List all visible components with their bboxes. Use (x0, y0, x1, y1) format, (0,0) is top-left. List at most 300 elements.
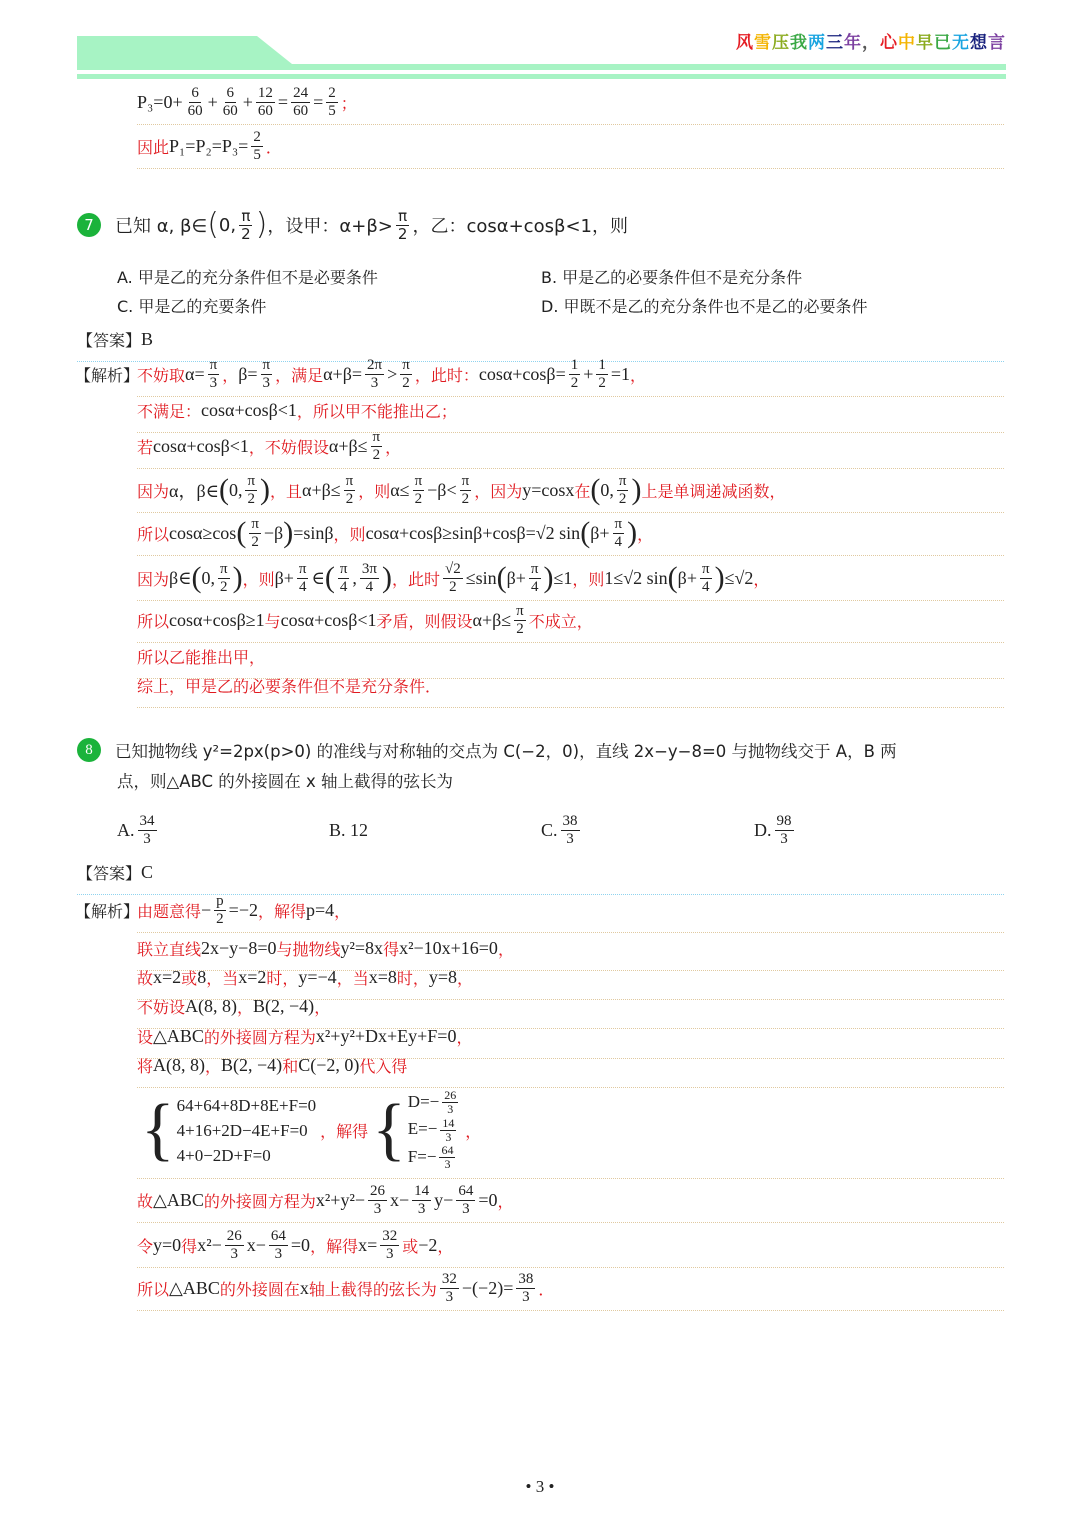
explanation-text: 所以 (137, 524, 170, 544)
math-text: B. 甲是乙的必要条件但不是充分条件 (541, 267, 803, 287)
denominator: 3 (780, 830, 788, 847)
parenthesis: ) (714, 561, 725, 594)
fraction (368, 1183, 387, 1218)
explanation-text: ，所以甲不能推出乙； (296, 401, 457, 421)
math-text: −(−2)= (461, 1277, 514, 1298)
parenthesis: ) (543, 561, 554, 594)
fraction (439, 1144, 455, 1171)
explanation-text: ，因为 (474, 481, 523, 501)
math-text: 64+64+8D+8E+F=0 (176, 1095, 317, 1115)
denominator: 60 (187, 102, 203, 119)
parenthesis: ) (631, 473, 642, 506)
math-text: α+β≤ (302, 479, 341, 500)
fraction (569, 357, 581, 392)
numerator: 2 (253, 128, 261, 145)
math-text: α+β≤ (472, 609, 512, 630)
fraction (338, 561, 350, 596)
fraction (440, 1271, 459, 1306)
explanation-text: 矛盾，则假设 (376, 611, 473, 631)
fraction (186, 85, 205, 120)
explanation-text: ， (465, 1121, 482, 1141)
explanation-text: ． (538, 1279, 555, 1299)
math-text: 点，则△ABC 的外接圆在 x 轴上截得的弦长为 (117, 772, 454, 791)
denominator: 3 (462, 1200, 470, 1217)
fraction (456, 1183, 475, 1218)
explanation-text: 所以 (137, 611, 170, 631)
math-text: D. (754, 819, 772, 840)
denominator: 4 (339, 578, 348, 595)
numerator: 6 (191, 84, 199, 101)
denominator: 2 (220, 578, 228, 595)
math-text: β+ (590, 522, 610, 543)
fraction (365, 357, 384, 392)
numerator: π (530, 560, 539, 577)
question-number-badge: 7 (77, 213, 101, 237)
math-text: , (352, 567, 357, 588)
motto-char: 压 (772, 33, 790, 53)
denominator: 3 (143, 830, 151, 847)
numerator: π (461, 472, 470, 489)
fraction (371, 429, 383, 464)
denominator: 3 (417, 1200, 426, 1217)
math-text: x²+y²− (315, 1189, 365, 1210)
explanation-text: 与 (264, 611, 281, 631)
header-motto (736, 28, 1006, 53)
math-text: x− (246, 1234, 266, 1255)
motto-char: 两 (808, 33, 826, 53)
motto-char: 我 (790, 33, 808, 53)
math-text: x (299, 1277, 309, 1298)
math-text: > (387, 363, 398, 384)
explanation-text: 故 (137, 1191, 154, 1211)
answer-value: C (141, 861, 154, 882)
denominator: 3 (373, 1200, 382, 1217)
motto-char: 风 (736, 33, 754, 53)
math-text: − (201, 899, 212, 920)
denominator: 2 (402, 374, 410, 391)
denominator: 3 (444, 1157, 451, 1172)
fraction (269, 1228, 288, 1263)
math-text: + (207, 91, 218, 112)
math-text: 4+0−2D+F=0 (176, 1145, 271, 1165)
math-text: 8 (197, 966, 207, 987)
explanation-text: ， (630, 365, 647, 385)
numerator: 14 (414, 1182, 430, 1199)
numerator: π (701, 560, 710, 577)
explanation-text: ， (385, 437, 402, 457)
denominator: 4 (614, 533, 623, 550)
math-text: α= (185, 363, 205, 384)
math-text: 0, (228, 479, 243, 500)
explanation-text: 由题意得 (137, 901, 202, 921)
numerator: π (339, 560, 348, 577)
math-text: 4+16+2D−4E+F=0 (176, 1120, 308, 1140)
parenthesis: ) (232, 561, 243, 594)
motto-char: 已 (934, 33, 952, 53)
explanation-text: 与抛物线 (276, 939, 341, 959)
fraction (442, 1089, 458, 1116)
math-text: y=8 (428, 966, 458, 987)
fraction (617, 473, 629, 508)
numerator: 26 (370, 1182, 385, 1199)
explanation-text: 不满足： (137, 401, 202, 421)
math-text: β∈ (169, 567, 192, 588)
math-text: cosα+cosβ<1 (201, 399, 297, 420)
explanation-text: ， (753, 569, 770, 589)
numerator: π (262, 356, 271, 373)
question-stem (77, 203, 628, 247)
motto-char: 早 (916, 33, 934, 53)
fraction (239, 208, 253, 243)
math-text: =−2 (228, 899, 258, 920)
math-text: =sinβ (293, 522, 334, 543)
denominator: 2 (570, 374, 579, 391)
analysis-line (137, 1178, 1004, 1223)
math-text: A. (117, 819, 135, 840)
math-text: α+β≤ (328, 435, 368, 456)
math-text: cosα+cosβ<1 (280, 609, 377, 630)
parenthesis: ( (191, 561, 202, 594)
math-text: D=− (407, 1091, 440, 1111)
explanation-text: 因为 (137, 481, 170, 501)
numerator: 6 (226, 84, 234, 101)
math-text: cosα+cosβ≥sinβ+cosβ=√2 sin (365, 522, 581, 543)
fraction (443, 561, 463, 596)
denominator: 4 (702, 578, 710, 595)
explanation-text: 因为 (137, 569, 170, 589)
explanation-text: ； (340, 93, 357, 113)
explanation-text: 代入得 (359, 1056, 408, 1076)
fraction (529, 561, 541, 596)
parenthesis: ) (381, 561, 392, 594)
math-text: x=8 (368, 966, 397, 987)
analysis-label: 【解析】 (75, 365, 140, 385)
denominator: 4 (530, 578, 539, 595)
fraction (596, 357, 608, 392)
answer-value: B (141, 328, 154, 349)
numerator: 1 (570, 356, 579, 373)
motto-char: 无 (952, 33, 970, 53)
math-text: x=2 (153, 966, 182, 987)
math-text: C. 甲是乙的充要条件 (117, 296, 267, 316)
numerator: π (398, 206, 408, 225)
math-text: −β (263, 522, 284, 543)
denominator: 2 (247, 490, 255, 507)
fraction (249, 516, 261, 551)
denominator: 3 (385, 1245, 394, 1262)
explanation-text: ． (265, 137, 282, 157)
denominator: 3 (262, 374, 271, 391)
analysis-line (137, 511, 1004, 556)
denominator: 2 (372, 446, 381, 463)
fraction (261, 357, 273, 392)
math-text: −2 (418, 1234, 438, 1255)
numerator: 26 (444, 1088, 457, 1103)
explanation-text: 得 (181, 1236, 198, 1256)
fraction (613, 516, 625, 551)
explanation-text: 或 (181, 968, 198, 988)
math-text: P₁=P₂=P₃= (169, 135, 249, 156)
fraction (440, 1117, 456, 1144)
system-row (408, 1116, 461, 1144)
denominator: 2 (241, 224, 251, 243)
numerator: 2 (328, 84, 336, 101)
solution-line (137, 124, 1004, 169)
math-text: ∈ (311, 567, 325, 588)
fraction (360, 561, 379, 596)
explanation-text: 将 (137, 1056, 154, 1076)
math-text: β= (238, 363, 258, 384)
explanation-text: ， (334, 901, 351, 921)
solution-line (137, 80, 1004, 125)
math-text: ≤1 (553, 567, 573, 588)
explanation-text: 不成立， (528, 611, 593, 631)
denominator: 2 (449, 578, 457, 595)
explanation-text: 的外接圆在 (219, 1279, 300, 1299)
explanation-text: 和 (282, 1056, 299, 1076)
explanation-text: ， (222, 365, 239, 385)
explanation-text: 联立直线 (137, 939, 202, 959)
explanation-text: ，解得 (310, 1236, 359, 1256)
explanation-text: ，此时 (391, 569, 440, 589)
math-text: B(2, −4) (221, 1054, 283, 1075)
parenthesis: ( (207, 207, 219, 242)
math-text: =1 (610, 363, 631, 384)
math-text: A. 甲是乙的充分条件但不是必要条件 (117, 267, 378, 287)
fraction (561, 813, 580, 848)
equation-system (141, 1093, 316, 1168)
denominator: 3 (447, 1102, 454, 1117)
denominator: 2 (216, 910, 224, 927)
explanation-text: ， (457, 968, 474, 988)
answer-option (117, 808, 160, 852)
math-text: D. 甲既不是乙的充分条件也不是乙的必要条件 (541, 296, 868, 316)
numerator: π (247, 472, 256, 489)
math-text: B(2, −4) (253, 995, 315, 1016)
math-text: F=− (407, 1146, 437, 1166)
numerator: π (618, 472, 627, 489)
math-text: cosα+cosβ<1 (153, 435, 249, 456)
denominator: 2 (414, 490, 423, 507)
numerator: π (241, 206, 251, 225)
numerator: π (298, 560, 307, 577)
math-text: β+ (506, 567, 526, 588)
explanation-text: ， (437, 1236, 454, 1256)
math-text: + (242, 91, 253, 112)
math-text: y− (434, 1189, 454, 1210)
fraction (208, 357, 220, 392)
analysis-line (137, 1082, 1004, 1179)
explanation-text: ， (637, 524, 654, 544)
explanation-text: ， (237, 997, 254, 1017)
system-rows (408, 1089, 461, 1172)
math-text: cosα+cosβ= (478, 363, 566, 384)
system-rows (177, 1093, 317, 1168)
explanation-text: ，当 (336, 968, 369, 988)
question-stem (117, 758, 453, 802)
explanation-text: ， (497, 939, 514, 959)
explanation-text: ，满足 (275, 365, 324, 385)
fraction (775, 813, 794, 848)
analysis-line (137, 424, 1004, 469)
numerator: 64 (441, 1143, 454, 1158)
fraction (225, 1228, 244, 1263)
denominator: 60 (222, 102, 238, 119)
math-text: x²−10x+16=0 (399, 937, 498, 958)
explanation-text: ，解得 (320, 1121, 369, 1141)
parenthesis: ( (580, 516, 591, 549)
header-rule (77, 74, 1006, 79)
explanation-text: 或 (402, 1236, 419, 1256)
fraction (245, 473, 257, 508)
explanation-text: 综上，甲是乙的必要条件但不是充分条件． (137, 676, 442, 696)
system-row (177, 1093, 317, 1118)
explanation-text: 得 (383, 939, 400, 959)
denominator: 3 (230, 1245, 238, 1262)
explanation-text: 时， (266, 968, 299, 988)
math-text: △ABC (153, 1189, 204, 1210)
denominator: 60 (293, 102, 309, 119)
numerator: 98 (776, 812, 792, 829)
math-text: x− (390, 1189, 410, 1210)
numerator: 64 (458, 1182, 474, 1199)
denominator: 2 (345, 490, 354, 507)
explanation-text: 令 (137, 1236, 154, 1256)
answer-label: 【答案】 (77, 330, 142, 350)
numerator: 64 (270, 1227, 286, 1244)
math-text: ≤sin (465, 567, 497, 588)
fraction (291, 85, 310, 120)
denominator: 5 (253, 146, 261, 163)
math-text: ≤√2 (724, 567, 754, 588)
fraction (400, 357, 412, 392)
explanation-text: ，则 (358, 481, 391, 501)
math-text: P₃=0+ (137, 91, 183, 112)
numerator: π (220, 560, 228, 577)
explanation-text: ， (314, 997, 331, 1017)
math-text: ，乙：cosα+cosβ<1，则 (412, 216, 628, 237)
denominator: 3 (522, 1288, 530, 1305)
denominator: 4 (298, 578, 307, 595)
motto-char: 言 (988, 33, 1006, 53)
math-text: + (583, 363, 594, 384)
numerator: √2 (444, 560, 461, 577)
fraction (214, 893, 226, 928)
explanation-text: ， (497, 1191, 514, 1211)
motto-char: 三 (826, 33, 844, 53)
math-text: cosα+cosβ≥1 (169, 609, 265, 630)
answer-label: 【答案】 (77, 863, 142, 883)
analysis-line (137, 1223, 1004, 1268)
numerator: 14 (442, 1115, 455, 1130)
parenthesis: ( (590, 473, 601, 506)
explanation-text: 所以 (137, 1279, 170, 1299)
math-text: β+ (677, 567, 697, 588)
denominator: 60 (257, 102, 273, 119)
explanation-text: ，当 (206, 968, 239, 988)
math-text: △ABC (169, 1277, 220, 1298)
explanation-text: 因此 (137, 137, 170, 157)
numerator: 1 (598, 356, 606, 373)
analysis-line (137, 1266, 1004, 1311)
fraction (460, 473, 472, 508)
analysis-line (137, 663, 1004, 708)
math-text: 已知抛物线 y²=2px(p>0) 的准线与对称轴的交点为 C(−2，0)，直线 2x−y−8=0 与抛物线交于 A，B 两 (115, 742, 897, 761)
numerator: 34 (139, 812, 155, 829)
fraction (138, 813, 157, 848)
explanation-text: 的外接圆方程为 (203, 1027, 316, 1047)
fraction (326, 85, 338, 120)
math-text: x= (358, 1234, 378, 1255)
denominator: 3 (274, 1245, 283, 1262)
math-text: C(−2, 0) (298, 1054, 360, 1075)
system-row (408, 1144, 461, 1172)
denominator: 2 (618, 490, 627, 507)
numerator: π (516, 602, 524, 619)
numerator: π (414, 472, 423, 489)
math-text: E=− (407, 1119, 438, 1139)
numerator: π (251, 515, 259, 532)
explanation-text: ，不妨假设 (248, 437, 329, 457)
numerator: π (372, 428, 381, 445)
fraction (700, 561, 712, 596)
math-text: A(8, 8) (153, 1054, 206, 1075)
header-rule (77, 64, 1006, 70)
explanation-text: ， (456, 1027, 473, 1047)
equation-system (372, 1089, 461, 1172)
denominator: 4 (365, 578, 374, 595)
fraction (413, 473, 425, 508)
explanation-text: 所以乙能推出甲， (137, 647, 266, 667)
explanation-text: 的外接圆方程为 (203, 1191, 316, 1211)
answer-option (754, 808, 797, 852)
motto-char: 心 (880, 33, 898, 53)
fraction (218, 561, 230, 596)
fraction (256, 85, 275, 120)
analysis-line (137, 468, 1004, 513)
explanation-text: 上是单调递减函数， (641, 481, 786, 501)
fraction (251, 129, 263, 164)
denominator: 3 (566, 830, 574, 847)
math-text: −β< (427, 479, 457, 500)
math-text: 0, (218, 214, 237, 236)
parenthesis: ( (236, 516, 247, 549)
numerator: π (614, 515, 623, 532)
system-row (408, 1089, 461, 1117)
system-row (177, 1118, 317, 1143)
question-number-badge: 8 (77, 738, 101, 762)
math-text: 已知 α, β∈ (115, 216, 208, 237)
numerator: 26 (226, 1227, 242, 1244)
math-text: A(8, 8) (185, 995, 238, 1016)
page-number: • 3 • (525, 1477, 555, 1496)
fraction (221, 85, 240, 120)
math-text: =0 (478, 1189, 498, 1210)
answer-option (541, 808, 583, 852)
answer-option (329, 808, 368, 852)
denominator: 3 (209, 374, 218, 391)
math-text: cosα≥cos (169, 522, 237, 543)
fraction (412, 1183, 431, 1218)
math-text: B. 12 (329, 819, 369, 840)
math-text: y²=8x (340, 937, 384, 958)
numerator: 38 (518, 1270, 534, 1287)
brace: { (141, 1091, 175, 1168)
numerator: p (216, 892, 224, 909)
parenthesis: ( (218, 473, 229, 506)
explanation-text: 时， (396, 968, 429, 988)
math-text: α+β= (323, 363, 363, 384)
